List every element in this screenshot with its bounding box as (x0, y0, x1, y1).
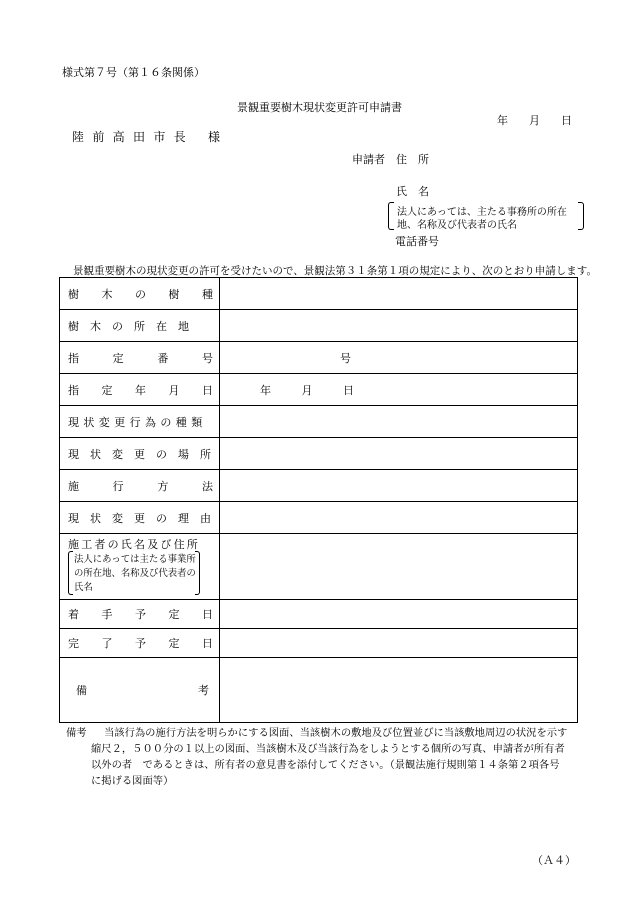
field-tree-species[interactable] (220, 278, 578, 310)
field-start-date[interactable] (220, 600, 578, 629)
label-tree-location: 樹 木 の 所 在 地 (60, 310, 220, 342)
form-number: 様式第７号（第１６条関係） (62, 66, 205, 79)
label-completion-date: 完 了 予 定 日 (60, 629, 220, 658)
label-remarks: 備 考 (60, 658, 220, 723)
addressee: 陸 前 高 田 市 長 様 (72, 130, 220, 144)
document-title: 景観重要樹木現状変更許可申請書 (237, 101, 402, 114)
notes-line-3: 以外の者 であるときは、所有者の意見書を添付してください。（景観法施行規則第１４条第２項各号 (91, 759, 560, 771)
applicant-address-label: 住 所 (396, 153, 429, 166)
label-start-date: 着 手 予 定 日 (60, 600, 220, 629)
label-change-place: 現 状 変 更 の 場 所 (60, 438, 220, 470)
applicant-name-label: 氏 名 (396, 185, 429, 198)
phone-label: 電話番号 (395, 235, 439, 248)
field-tree-location[interactable] (220, 310, 578, 342)
contractor-note: 法人にあっては主たる事業所 の所在地、名称及び代表者の 氏名 (68, 551, 200, 595)
label-change-reason: 現 状 変 更 の 理 由 (60, 502, 220, 534)
corporate-note: 法人にあっては、主たる事務所の所在 地、名称及び代表者の氏名 (388, 202, 584, 230)
field-completion-date[interactable] (220, 629, 578, 658)
label-designation-number: 指 定 番 号 (60, 342, 220, 374)
notes-label: 備考 (66, 727, 87, 739)
label-designation-date: 指 定 年 月 日 (60, 374, 220, 406)
field-remarks[interactable] (220, 658, 578, 723)
field-method[interactable] (220, 470, 578, 502)
intro-statement: 景観重要樹木の現状変更の許可を受けたいので、景観法第３１条第１項の規定により、次のとおり申請します。 (73, 265, 597, 277)
label-change-type: 現状変更行為の種類 (60, 406, 220, 438)
field-contractor[interactable] (220, 534, 578, 600)
field-change-reason[interactable] (220, 502, 578, 534)
field-designation-date[interactable]: 年 月 日 (220, 374, 578, 406)
notes-line-1: 当該行為の施行方法を明らかにする図面、当該樹木の敷地及び位置並びに当該敷地周辺の状況を示す (104, 727, 568, 739)
applicant-label: 申請者 (352, 153, 385, 166)
label-tree-species: 樹 木 の 樹 種 (60, 278, 220, 310)
field-change-place[interactable] (220, 438, 578, 470)
application-form-table (59, 277, 578, 723)
notes-line-4: に掲げる図面等） (91, 775, 174, 787)
label-method: 施 行 方 法 (60, 470, 220, 502)
notes-line-2: 縮尺２，５００分の１以上の図面、当該樹木及び当該行為をしようとする個所の写真、申請者が所有者 (91, 743, 565, 755)
application-date: 年 月 日 (497, 114, 572, 127)
paper-size: （Ａ４） (532, 854, 576, 867)
label-contractor: 施工者の氏名及び住所 法人にあっては主たる事業所 の所在地、名称及び代表者の 氏名 (60, 534, 220, 600)
field-change-type[interactable] (220, 406, 578, 438)
field-designation-number[interactable]: 号 (220, 342, 578, 374)
